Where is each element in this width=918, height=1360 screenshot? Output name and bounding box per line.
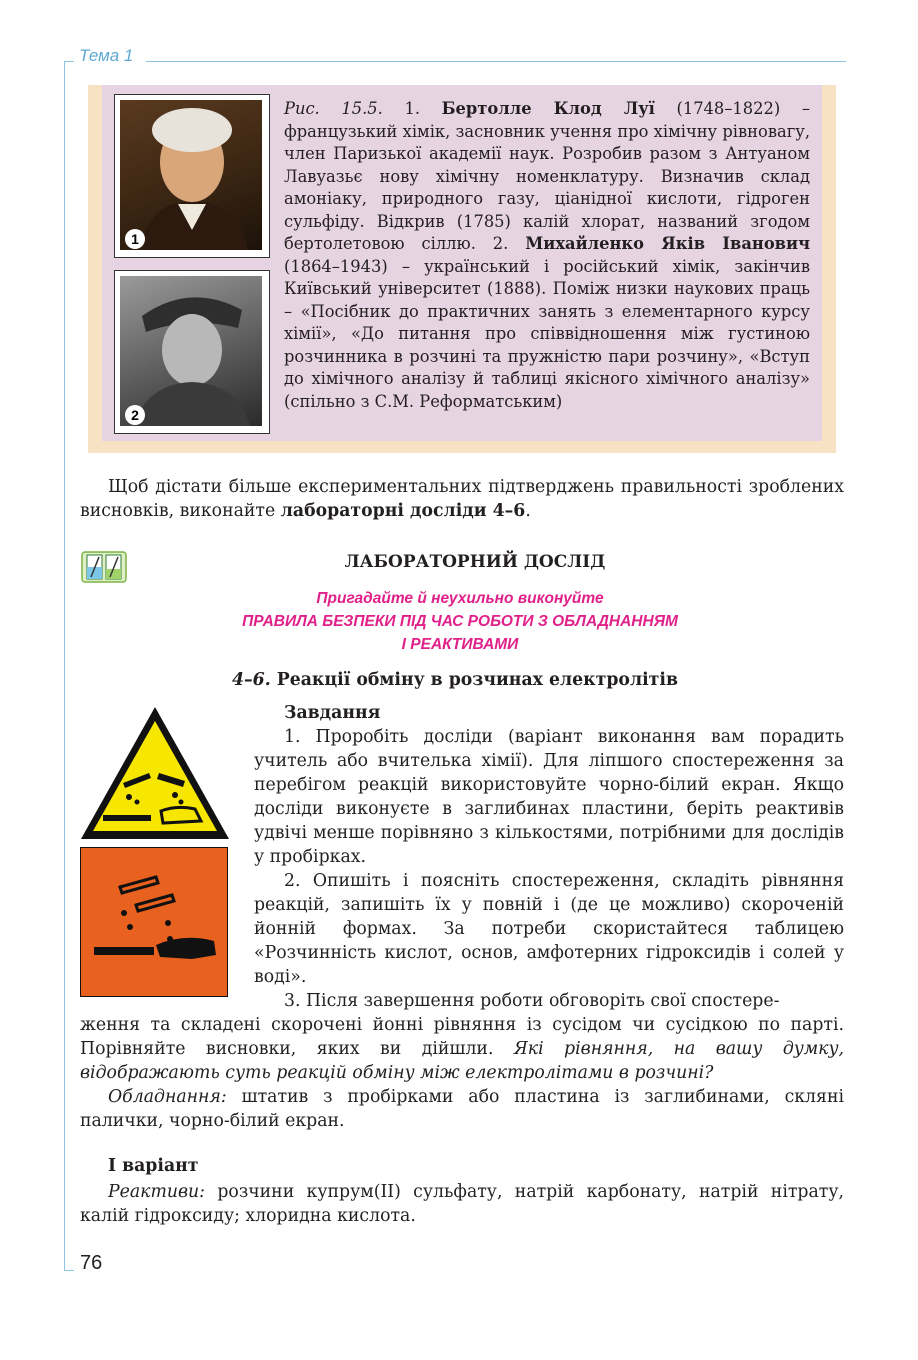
margin-tick-top <box>64 61 74 62</box>
portrait-berthollet <box>114 94 270 258</box>
page-number: 76 <box>80 1252 103 1274</box>
experiment-name: Реакції обміну в розчинах електролітів <box>270 670 678 690</box>
portrait-mykhailenko <box>114 270 270 434</box>
caption-label: Рис. 15.5. <box>284 99 383 118</box>
task-3-start: 3. Після завершення роботи обговоріть свої спостере- <box>284 991 780 1011</box>
reagents-paragraph <box>80 1180 844 1228</box>
margin-rule <box>64 61 65 1271</box>
caption-num-1: 1. <box>382 99 442 118</box>
variant-title: І варіант <box>108 1156 199 1176</box>
header-rule <box>146 61 846 62</box>
task-heading: Завдання <box>284 703 381 723</box>
experiment-number: 4–6. <box>232 670 271 690</box>
portrait-1-image <box>120 100 262 250</box>
caption-text-1: (1748–1822) – французький хімік, засновник учення про хімічну рівновагу, член Паризької академії наук. Розробив разом з Антуаном Лавуазьє нову хімічну номенклатуру. Визначив склад амоніаку, природного газу, ціанідної кислоти, гідроген сульфіду. Відкрив (1785) калій хлорат, названий згодом бертолетовою сіллю. 2. <box>284 99 810 253</box>
task-3 <box>80 1013 844 1085</box>
equipment-text: штатив з пробірками або пластина із заглибинами, скляні палички, чорно-білий екран. <box>80 1087 844 1131</box>
intro-text: Щоб дістати більше експериментальних підтверджень правильності зроблених висновків, виконайте <box>80 477 844 521</box>
intro-bold: лабораторні досліди 4–6 <box>280 501 526 521</box>
caption-name-1: Бертолле Клод Луї <box>441 99 655 118</box>
badge-1: 1 <box>125 229 145 249</box>
task-3-question: Які рівняння, на вашу думку, відображають суть реакцій обміну між електролітами в розчині? <box>80 1039 844 1083</box>
task-2: 2. Опишіть і поясніть спостереження, складіть рівняння реакцій, запишіть їх у повній і (де це можливо) скороченій йонній формах. За потреби скористайтеся таблицею «Розчинність кислот, основ, амфотерних гідроксидів і солей у воді». <box>254 871 844 987</box>
caption-text-2: (1864–1943) – український і російський хімік, закінчив Київський університет (1888). Поміж низки наукових праць – «Посібник до практичних занять з елементарного курсу хімії», «До питання про співвідношення між густиною розчинника в розчині та пружністю пари розчину», «Вступ до хімічного аналізу й таблиці якісного хімічного аналізу» (спільно з С.М. Реформатським) <box>284 256 810 411</box>
lab-flask-icon <box>81 551 127 583</box>
corrosive-triangle-icon <box>77 703 233 843</box>
task-1: 1. Проробіть досліди (варіант виконання вам порадить учитель або вчителька хімії). Для ліпшого спостереження за перебігом реакцій використовуйте чорно-білий екран. Якщо досліди виконуєте в заглибинах пластини, беріть реактивів удвічі менше порівняно з кількостями, потрібними для дослідів у пробірках. <box>254 727 844 867</box>
lab-title: ЛАБОРАТОРНИЙ ДОСЛІД <box>344 552 606 572</box>
safety-line-3: І РЕАКТИВАМИ <box>401 636 519 653</box>
safety-line-1: Пригадайте й неухильно виконуйте <box>316 590 604 607</box>
caption-name-2: Михайленко Яків Іванович <box>525 234 810 253</box>
reagents-text: розчини купрум(ІІ) сульфату, натрій карбонату, натрій нітрату, калій гідроксиду; хлоридна кислота. <box>80 1182 844 1226</box>
badge-2: 2 <box>125 405 145 425</box>
equipment-paragraph <box>80 1085 844 1133</box>
safety-line-2: ПРАВИЛА БЕЗПЕКИ ПІД ЧАС РОБОТИ З ОБЛАДНАННЯМ <box>242 613 678 630</box>
topic-label: Тема 1 <box>79 46 134 65</box>
equipment-label: Обладнання: <box>108 1087 227 1107</box>
reagents-label: Реактиви: <box>108 1182 206 1202</box>
margin-tick-bottom <box>64 1270 74 1271</box>
intro-end: . <box>525 501 531 521</box>
portrait-2-image <box>120 276 262 426</box>
corrosive-square-icon <box>80 847 228 997</box>
intro-paragraph <box>80 475 844 523</box>
task-3-text: ження та складені скорочені йонні рівняння із сусідом чи сусідкою по парті. Порівняйте висновки, яких ви дійшли. <box>80 1015 844 1059</box>
experiment-heading <box>232 670 678 690</box>
figure-caption <box>284 98 810 413</box>
